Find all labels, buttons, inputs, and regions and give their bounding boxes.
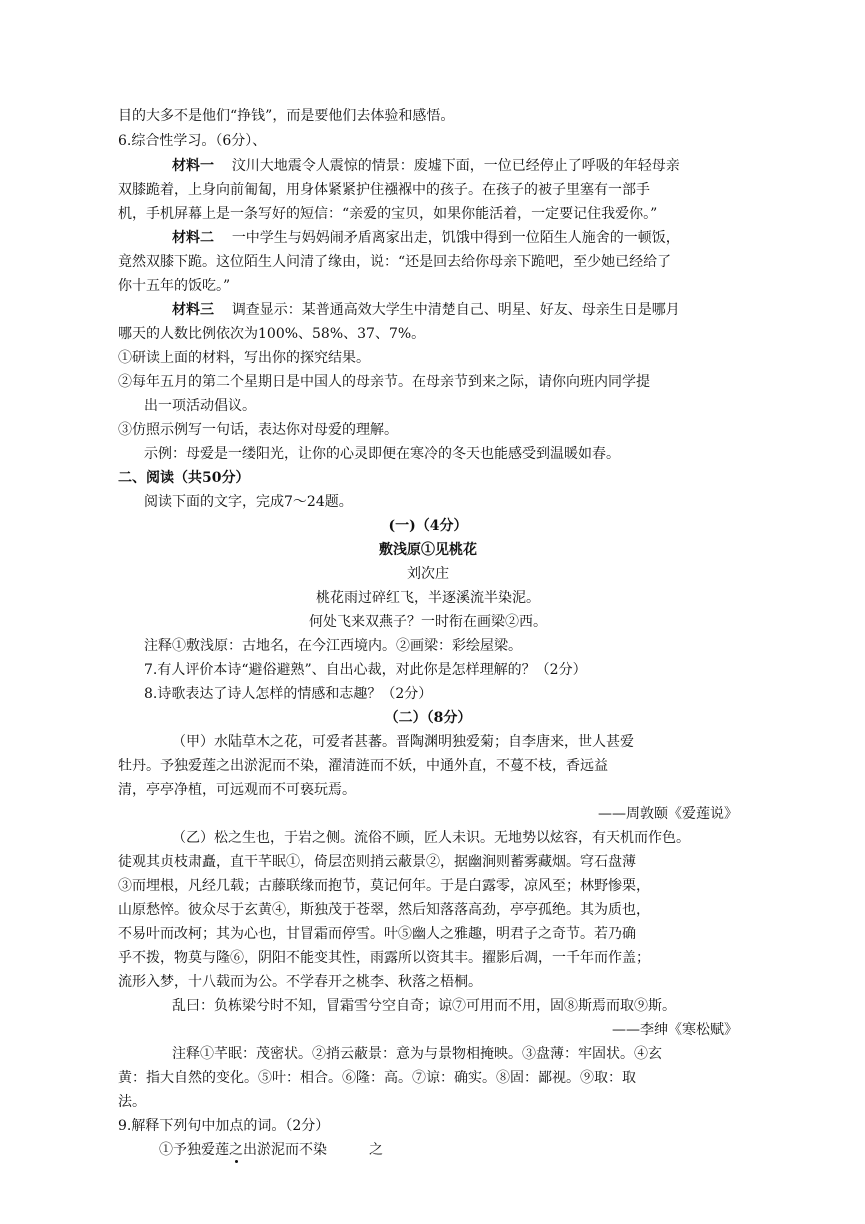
- text-line: 乎不拨，物莫与隆⑥，阴阳不能变其性，雨露所以资其丰。擢影后凋，一千年而作盖；: [118, 950, 650, 966]
- text-line: 出一项活动倡议。: [144, 398, 256, 414]
- question-6-heading: 6.综合性学习。（6分）、: [118, 133, 267, 149]
- part-2-heading: （二）（8分）: [384, 710, 472, 726]
- text-line: 徒观其贞枝肃矗，直干芊眠①，倚层峦则捎云蔽景②，据幽涧则蓄雾藏烟。穹石盘薄: [118, 854, 636, 870]
- note-line: 法。: [118, 1094, 146, 1110]
- text-line: 阅读下面的文字，完成7～24题。: [144, 494, 353, 510]
- text-line: （甲）水陆草木之花，可爱者甚蕃。晋陶渊明独爱菊；自李唐来，世人甚爱: [172, 734, 634, 750]
- example-line: 示例：母爱是一缕阳光，让你的心灵即便在寒冷的冬天也能感受到温暖如春。: [144, 446, 620, 462]
- question-7: 7.有人评价本诗“避俗避熟”、自出心裁，对此你是怎样理解的？（2分）: [144, 662, 587, 678]
- poem-author: 刘次庄: [407, 566, 449, 582]
- note-line: 注释①芊眠：茂密状。②捎云蔽景：意为与景物相掩映。③盘薄：牢固状。④玄: [172, 1046, 662, 1062]
- note-line: 黄：指大自然的变化。⑤叶：相合。⑥隆：高。⑦谅：确实。⑧固：鄙视。⑨取：取: [118, 1070, 636, 1086]
- source-attribution: ——周敦颐《爱莲说》: [598, 806, 738, 822]
- text-line: 流形入梦，十八载而为公。不学春开之桃李、秋落之梧桐。: [118, 974, 482, 990]
- poem-line: 桃花雨过碎红飞，半逐溪流半染泥。: [316, 590, 540, 606]
- text-line: 清，亭亭净植，可远观而不可亵玩焉。: [118, 782, 356, 798]
- question-8: 8.诗歌表达了诗人怎样的情感和志趣？（2分）: [144, 686, 433, 702]
- material-3-label: 材料三: [172, 302, 214, 318]
- question-9-item-1: ①予独爱莲之出淤泥而不染 之: [159, 1142, 383, 1158]
- sub-question: ③仿照示例写一句话，表达你对母爱的理解。: [118, 422, 398, 438]
- text-line: 你十五年的饭吃。”: [118, 278, 231, 294]
- dotted-word: 之: [229, 1142, 243, 1158]
- material-3-line: 材料三 调查显示：某普通高效大学生中清楚自己、明星、好友、母亲生日是哪月: [172, 302, 680, 318]
- part-1-heading: (一)（4分）: [388, 518, 468, 534]
- question-9: 9.解释下列句中加点的词。（2分）: [118, 1118, 330, 1134]
- poem-title: 敷浅原①见桃花: [379, 542, 477, 558]
- material-1-line: 材料一 汶川大地震令人震惊的情景：废墟下面，一位已经停止了呼吸的年轻母亲: [172, 158, 680, 174]
- text-line: ③而埋根，凡经几载；古藤联缘而抱节，莫记何年。于是白露零，凉风至；林野惨栗，: [118, 878, 650, 894]
- sub-question: ②每年五月的第二个星期日是中国人的母亲节。在母亲节到来之际，请你向班内同学提: [118, 374, 650, 390]
- text-line: 乱曰：负栋梁兮时不知，冒霜雪兮空自奇；谅⑦可用而不用，固⑧斯焉而取⑨斯。: [172, 998, 676, 1014]
- section-heading: 二、阅读（共50分）: [118, 470, 250, 486]
- sub-question: ①研读上面的材料，写出你的探究结果。: [118, 350, 370, 366]
- text-line: （乙）松之生也，于岩之侧。流俗不顾，匠人未识。无地势以炫容，有天机而作色。: [172, 830, 690, 846]
- text-line: 不易叶而改柯；其为心也，甘冒霜而停雪。叶⑤幽人之雅趣，明君子之奇节。若乃确: [118, 926, 636, 942]
- source-attribution: ——李绅《寒松赋》: [612, 1022, 738, 1038]
- text-line: 竟然双膝下跪。这位陌生人问清了缘由，说：“还是回去给你母亲下跪吧，至少她已经给了: [118, 254, 672, 270]
- text-line: 哪天的人数比例依次为100%、58%、37、7%。: [118, 326, 426, 342]
- text-line: 牡丹。予独爱莲之出淤泥而不染，濯清涟而不妖，中通外直，不蔓不枝，香远益: [118, 758, 608, 774]
- text-line: 目的大多不是他们“挣钱”，而是要他们去体验和感悟。: [118, 108, 455, 124]
- poem-line: 何处飞来双燕子？一时衔在画梁②西。: [309, 614, 547, 630]
- poem-note: 注释①敷浅原：古地名，在今江西境内。②画梁：彩绘屋梁。: [144, 638, 522, 654]
- material-2-line: 材料二 一中学生与妈妈闹矛盾离家出走，饥饿中得到一位陌生人施舍的一顿饭，: [172, 230, 680, 246]
- text-line: 双膝跪着，上身向前匍匐，用身体紧紧护住襁褓中的孩子。在孩子的被子里塞有一部手: [118, 182, 650, 198]
- text-line: 山原愁悴。彼众尽于玄黄④，斯独茂于苍翠，然后知落落高劲，亭亭孤绝。其为质也，: [118, 902, 650, 918]
- material-1-label: 材料一: [172, 158, 214, 174]
- material-2-label: 材料二: [172, 230, 214, 246]
- text-line: 机，手机屏幕上是一条写好的短信：“亲爱的宝贝，如果你能活着，一定要记住我爱你。”: [118, 206, 658, 222]
- answer-word: 之: [369, 1142, 383, 1158]
